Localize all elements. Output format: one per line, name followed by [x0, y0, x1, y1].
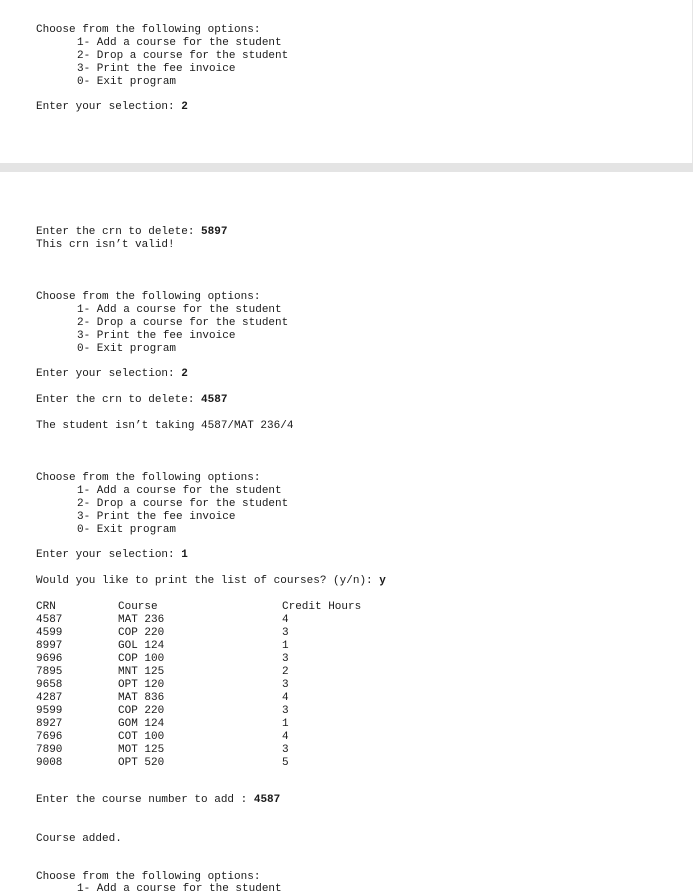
- menu-option-drop: 2- Drop a course for the student: [77, 498, 289, 510]
- add-course-input: 4587: [253, 794, 281, 806]
- cell-crn: 8927: [36, 718, 63, 730]
- crn-delete-label: Enter the crn to delete:: [36, 394, 202, 406]
- cell-course: MNT 125: [118, 666, 165, 678]
- header-credit-hours: Credit Hours: [282, 601, 362, 613]
- cell-credit-hours: 4: [282, 731, 289, 743]
- menu-option-exit: 0- Exit program: [77, 343, 177, 355]
- selection-input: 2: [181, 368, 188, 380]
- cell-course: COT 100: [118, 731, 165, 743]
- add-course-label: Enter the course number to add :: [36, 794, 254, 806]
- invalid-crn-message: This crn isn’t valid!: [36, 239, 175, 251]
- selection-input: 2: [181, 101, 188, 113]
- menu-option-drop: 2- Drop a course for the student: [77, 317, 289, 329]
- selection-label: Enter your selection:: [36, 368, 182, 380]
- cell-crn: 9696: [36, 653, 63, 665]
- cell-credit-hours: 4: [282, 614, 289, 626]
- cell-course: GOM 124: [118, 718, 165, 730]
- console-output-top: [0, 0, 693, 163]
- menu-option-exit: 0- Exit program: [77, 524, 177, 536]
- menu-option-add: 1- Add a course for the student: [77, 304, 282, 316]
- crn-delete-input: 5897: [201, 226, 228, 238]
- crn-delete-prompt: [36, 394, 227, 407]
- cell-crn: 9599: [36, 705, 63, 717]
- crn-delete-prompt: [36, 226, 227, 239]
- header-crn: CRN: [36, 601, 56, 613]
- cell-course: MOT 125: [118, 744, 165, 756]
- pane-separator: [0, 163, 693, 172]
- print-list-prompt: [36, 575, 386, 588]
- cell-credit-hours: 3: [282, 679, 289, 691]
- cell-crn: 7696: [36, 731, 63, 743]
- add-course-prompt: [36, 794, 280, 807]
- menu-option-print: 3- Print the fee invoice: [77, 330, 236, 342]
- selection-prompt: [36, 368, 188, 381]
- cell-course: OPT 120: [118, 679, 165, 691]
- crn-delete-label: Enter the crn to delete:: [36, 226, 202, 238]
- cell-credit-hours: 3: [282, 653, 289, 665]
- cell-credit-hours: 1: [282, 718, 289, 730]
- cell-course: GOL 124: [118, 640, 165, 652]
- header-course: Course: [118, 601, 158, 613]
- menu-option-exit: 0- Exit program: [77, 76, 177, 88]
- cell-crn: 4287: [36, 692, 63, 704]
- crn-delete-input: 4587: [201, 394, 228, 406]
- menu-option-print: 3- Print the fee invoice: [77, 63, 236, 75]
- cell-crn: 9008: [36, 757, 63, 769]
- cell-crn: 7890: [36, 744, 63, 756]
- cell-crn: 9658: [36, 679, 63, 691]
- cell-course: COP 220: [118, 705, 165, 717]
- cell-course: MAT 836: [118, 692, 165, 704]
- cell-course: MAT 236: [118, 614, 165, 626]
- selection-prompt: [36, 549, 188, 562]
- cell-credit-hours: 5: [282, 757, 289, 769]
- menu-header: Choose from the following options:: [36, 24, 261, 36]
- selection-prompt: [36, 101, 188, 114]
- cell-credit-hours: 2: [282, 666, 289, 678]
- selection-label: Enter your selection:: [36, 101, 182, 113]
- print-list-label: Would you like to print the list of courses? (y/n):: [36, 575, 380, 587]
- selection-label: Enter your selection:: [36, 549, 182, 561]
- cell-crn: 4599: [36, 627, 63, 639]
- menu-header: Choose from the following options:: [36, 871, 261, 883]
- cell-credit-hours: 1: [282, 640, 289, 652]
- menu-option-print: 3- Print the fee invoice: [77, 511, 236, 523]
- cell-credit-hours: 3: [282, 705, 289, 717]
- cell-course: OPT 520: [118, 757, 165, 769]
- cell-course: COP 220: [118, 627, 165, 639]
- cell-course: COP 100: [118, 653, 165, 665]
- menu-header: Choose from the following options:: [36, 472, 261, 484]
- cell-credit-hours: 4: [282, 692, 289, 704]
- course-added-message: Course added.: [36, 833, 122, 845]
- menu-option-add: 1- Add a course for the student: [77, 883, 282, 895]
- menu-header: Choose from the following options:: [36, 291, 261, 303]
- cell-crn: 7895: [36, 666, 63, 678]
- selection-input: 1: [181, 549, 188, 561]
- not-taking-message: The student isn’t taking 4587/MAT 236/4: [36, 420, 294, 432]
- cell-crn: 4587: [36, 614, 63, 626]
- menu-option-drop: 2- Drop a course for the student: [77, 50, 289, 62]
- cell-credit-hours: 3: [282, 627, 289, 639]
- console-output-bottom: [0, 172, 693, 896]
- menu-option-add: 1- Add a course for the student: [77, 485, 282, 497]
- menu-option-add: 1- Add a course for the student: [77, 37, 282, 49]
- cell-crn: 8997: [36, 640, 63, 652]
- cell-credit-hours: 3: [282, 744, 289, 756]
- print-list-input: y: [379, 575, 386, 587]
